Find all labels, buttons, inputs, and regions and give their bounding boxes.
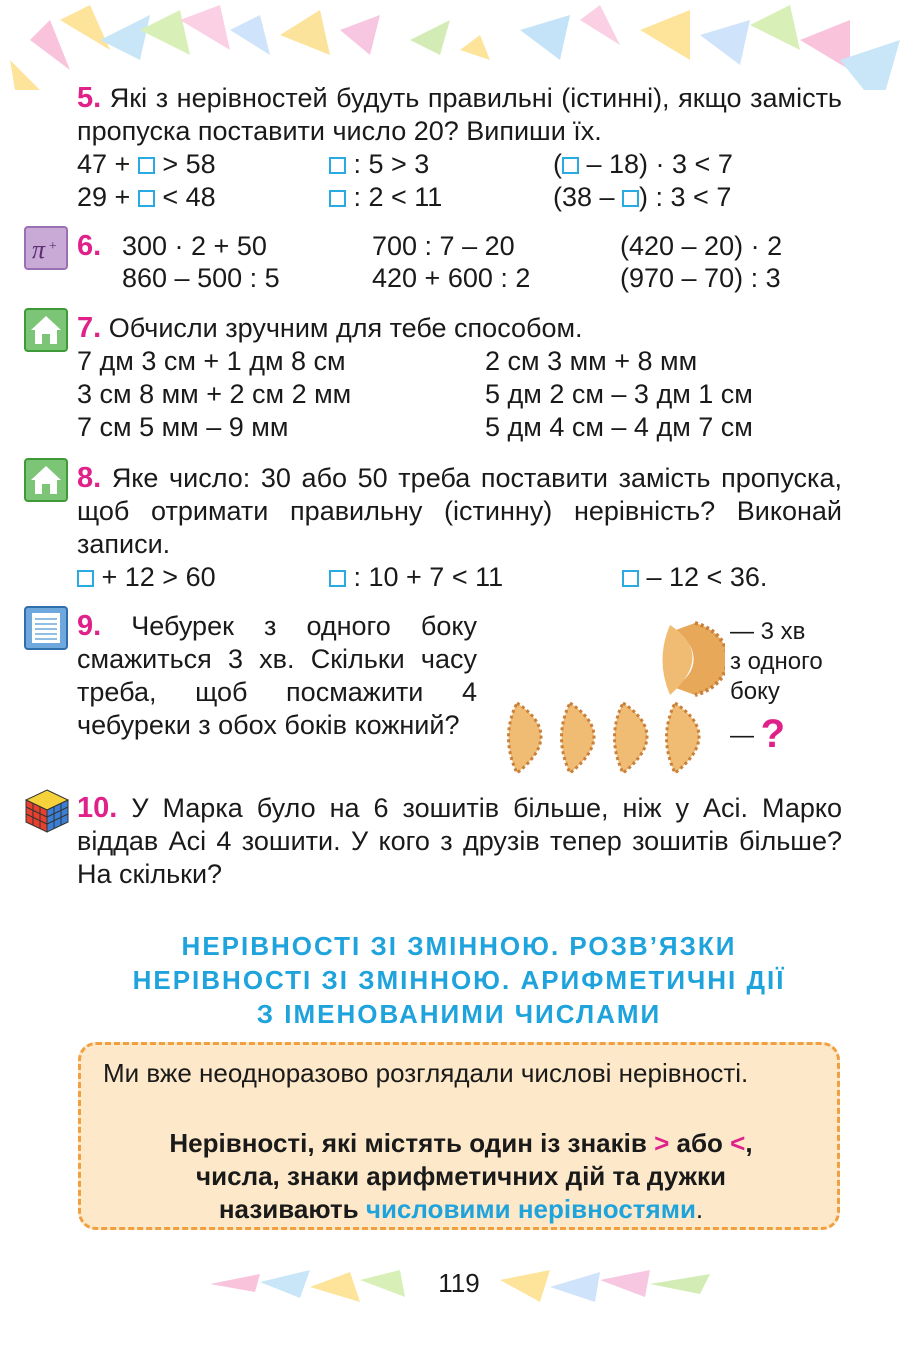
blank-box bbox=[77, 570, 94, 587]
blank-box bbox=[138, 157, 155, 174]
page-number: 119 bbox=[438, 1268, 480, 1298]
question-mark: ? bbox=[760, 712, 786, 756]
task-10 bbox=[77, 792, 842, 891]
svg-text:+: + bbox=[48, 239, 58, 254]
task-text: Чебурек з одного боку смажиться 3 хв. Скільки часу треба, щоб посмажити 4 чебуреки з обох боків кожний? bbox=[77, 611, 477, 740]
cube-icon bbox=[24, 788, 70, 834]
section-title: НЕРІВНОСТІ ЗІ ЗМІННОЮ. РОЗВ’ЯЗКИ НЕРІВНОСТІ ЗІ ЗМІННОЮ. АРИФМЕТИЧНІ ДІЇ З ІМЕНОВАНИМИ ЧИСЛАМИ bbox=[132, 931, 786, 1029]
blank-box bbox=[562, 157, 579, 174]
highlighted-term: числовими нерівностями bbox=[365, 1194, 696, 1224]
task-9 bbox=[77, 610, 477, 742]
task-text: Які з нерівностей будуть правильні (істинні), якщо замість пропуска поставити число 20? Випиши їх. bbox=[77, 83, 842, 146]
decorative-header bbox=[0, 0, 918, 90]
blank-box bbox=[622, 190, 639, 207]
rule-box bbox=[78, 1042, 840, 1230]
task-text: Яке число: 30 або 50 треба поставити замість пропуска, щоб отримати правильну (істинну) нерівність? Виконай записи. bbox=[77, 463, 842, 559]
task-9-question: — ? bbox=[730, 712, 786, 756]
cheburek-image bbox=[667, 703, 700, 773]
task-5 bbox=[77, 82, 842, 148]
blank-box bbox=[622, 570, 639, 587]
task-8 bbox=[77, 462, 842, 561]
task-7 bbox=[77, 312, 842, 345]
task-number: 5. bbox=[77, 82, 102, 114]
task-text: У Марка було на 6 зошитів більше, ніж у Асі. Марко віддав Асі 4 зошити. У кого з друзів тепер зошитів більше? На скільки? bbox=[77, 793, 842, 889]
task-number: 9. bbox=[77, 610, 102, 642]
blank-box bbox=[329, 190, 346, 207]
blank-box bbox=[329, 570, 346, 587]
task-number: 8. bbox=[77, 462, 102, 494]
cheburek-image bbox=[509, 703, 542, 773]
cheburek-image bbox=[615, 703, 648, 773]
home-icon bbox=[24, 308, 68, 352]
task-7-grid: 7 дм 3 см + 1 дм 8 см 2 см 3 мм + 8 мм 3 см 8 мм + 2 см 2 мм 5 дм 2 см – 3 дм 1 см 7 см 5 мм – 9 мм 5 дм 4 см – 4 дм 7 см bbox=[77, 346, 753, 442]
blank-box bbox=[329, 157, 346, 174]
task-9-note: — 3 хв з одного боку bbox=[730, 618, 823, 705]
cheburek-image bbox=[562, 703, 595, 773]
task-6-grid: 300 · 2 + 50 700 : 7 – 20 (420 – 20) · 2 860 – 500 : 5 420 + 600 : 2 (970 – 70) : 3 bbox=[122, 231, 783, 293]
task-8-items: + 12 > 60 : 10 + 7 < 11 – 12 < 36. bbox=[77, 561, 847, 595]
task-number: 10. bbox=[77, 792, 118, 824]
chebureki-illustration bbox=[495, 615, 725, 780]
rule-intro: Ми вже неодноразово розглядали числові нерівності. bbox=[103, 1058, 749, 1088]
svg-text:π: π bbox=[32, 235, 46, 264]
home-icon bbox=[24, 458, 68, 502]
task-text: Обчисли зручним для тебе способом. bbox=[108, 313, 583, 343]
notebook-icon bbox=[24, 606, 68, 650]
task-number: 7. bbox=[77, 312, 102, 344]
blank-box bbox=[138, 190, 155, 207]
cheburek-image bbox=[663, 623, 726, 695]
abacus-icon bbox=[24, 226, 68, 270]
task-number: 6. bbox=[77, 230, 102, 262]
rule-definition: Нерівності, які містять один із знаків > або <, числа, знаки арифметичних дій та дужки називають числовими нерівностями. bbox=[169, 1128, 753, 1224]
